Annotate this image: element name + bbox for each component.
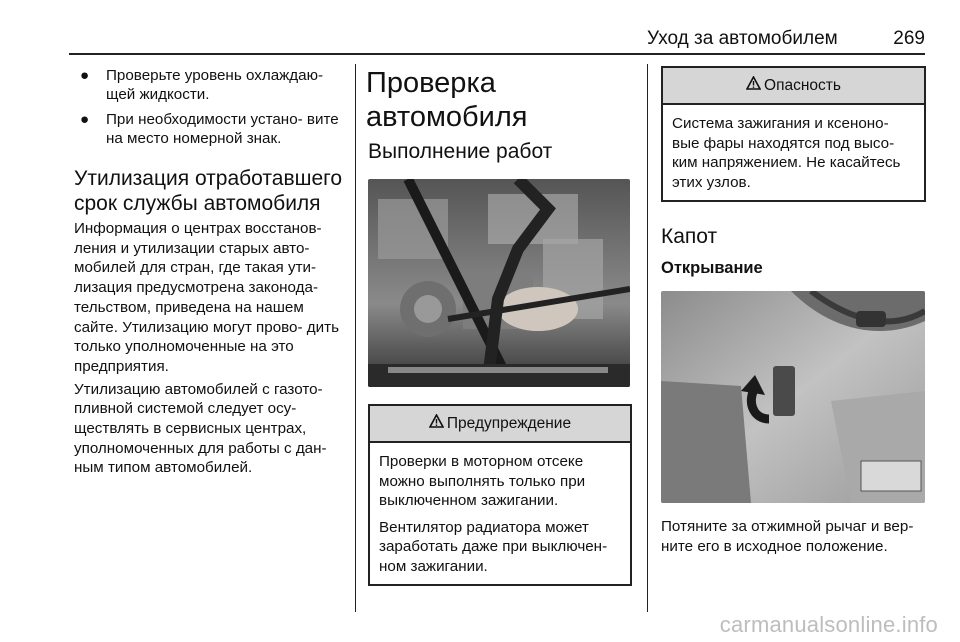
body-paragraph: Информация о центрах восстанов- ления и утилизации старых авто- мобилей для стран, где такая ути- лизация предусмотрена законода- тельством, приведена на нашем сайте. Утилизацию могут прово- дить только уполномоченные на это предприятия. bbox=[74, 220, 339, 375]
bullet-item: ● Проверьте уровень охлаждаю- щей жидкости. bbox=[80, 67, 324, 103]
section-title: Выполнение работ bbox=[368, 140, 553, 163]
engine-bay-photo bbox=[368, 179, 630, 387]
warning-text: Проверки в моторном отсеке можно выполнять только при выключенном зажигании. bbox=[379, 453, 586, 509]
warning-box bbox=[368, 404, 632, 586]
danger-text: Система зажигания и ксеноно- вые фары находятся под высо- ким напряжением. Не касайтесь этих узлов. bbox=[672, 115, 901, 191]
page-number: 269 bbox=[893, 28, 925, 49]
section-title: Капот bbox=[661, 225, 718, 248]
running-head: Уход за автомобилем bbox=[647, 28, 838, 49]
danger-header: Опасность bbox=[663, 68, 924, 105]
body-paragraph: Утилизацию автомобилей с газото- пливной системой следует осу- ществлять в сервисных центрах, уполномоченных для работы с дан- ным типом автомобилей. bbox=[74, 380, 327, 477]
column-divider bbox=[647, 64, 648, 612]
column-divider bbox=[355, 64, 356, 612]
bullet-item: ● При необходимости устано- вите на место номерной знак. bbox=[80, 111, 339, 147]
column-right bbox=[661, 66, 926, 557]
watermark: carmanualsonline.info bbox=[719, 612, 938, 637]
chapter-title: Проверка автомобиля bbox=[366, 67, 528, 133]
photo-caption: Потяните за отжимной рычаг и вер- ните его в исходное положение. bbox=[661, 518, 914, 555]
section-heading: Утилизация отработавшего срок службы автомобиля bbox=[74, 167, 343, 215]
warning-triangle-icon bbox=[429, 406, 444, 441]
hood-release-photo bbox=[661, 291, 925, 503]
warning-text: Вентилятор радиатора может заработать даже при выключен- ном зажигании. bbox=[379, 518, 608, 575]
column-left bbox=[74, 66, 346, 481]
page-header bbox=[69, 28, 925, 52]
subsection-title: Открывание bbox=[661, 259, 763, 277]
column-middle bbox=[368, 66, 632, 586]
header-rule bbox=[69, 53, 925, 55]
warning-header: Предупреждение bbox=[370, 406, 630, 443]
danger-box bbox=[661, 66, 926, 202]
bullet-icon: ● bbox=[80, 67, 90, 84]
warning-triangle-icon bbox=[746, 68, 761, 103]
bullet-icon: ● bbox=[80, 111, 90, 128]
